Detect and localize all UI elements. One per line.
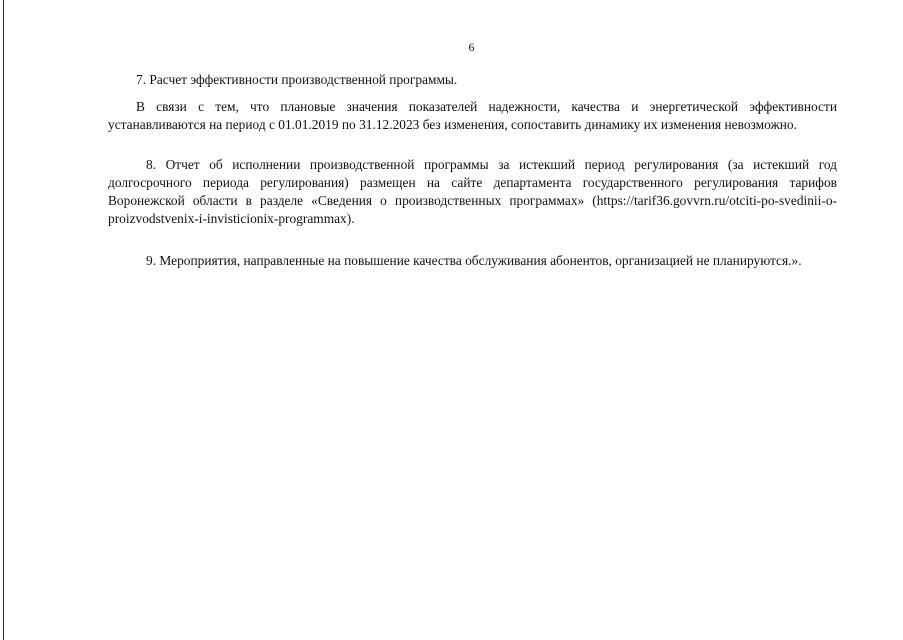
section-7-heading: 7. Расчет эффективности производственной программы.	[136, 72, 458, 87]
section-8-body: 8. Отчет об исполнении производственной программы за истекший период регулирования (за истекший год долгосрочного периода регулирования) размещен на сайте департамента государственного регулирования тарифов Воронежской области в разделе «Сведения о производственных программах» (https://tarif36.govvrn.ru/otciti-po-svedinii-o-proizvodstvenix-i-invisticionix-programmax).	[108, 157, 837, 226]
page-left-border	[3, 0, 4, 640]
page-number: 6	[468, 40, 475, 54]
section-9-body: 9. Мероприятия, направленные на повышение качества обслуживания абонентов, организацией не планируются.».	[146, 253, 802, 268]
section-7-body: В связи с тем, что плановые значения показателей надежности, качества и энергетической эффективности устанавливаются на период с 01.01.2019 по 31.12.2023 без изменения, сопоставить динамику их изменения невозможно.	[108, 99, 837, 132]
